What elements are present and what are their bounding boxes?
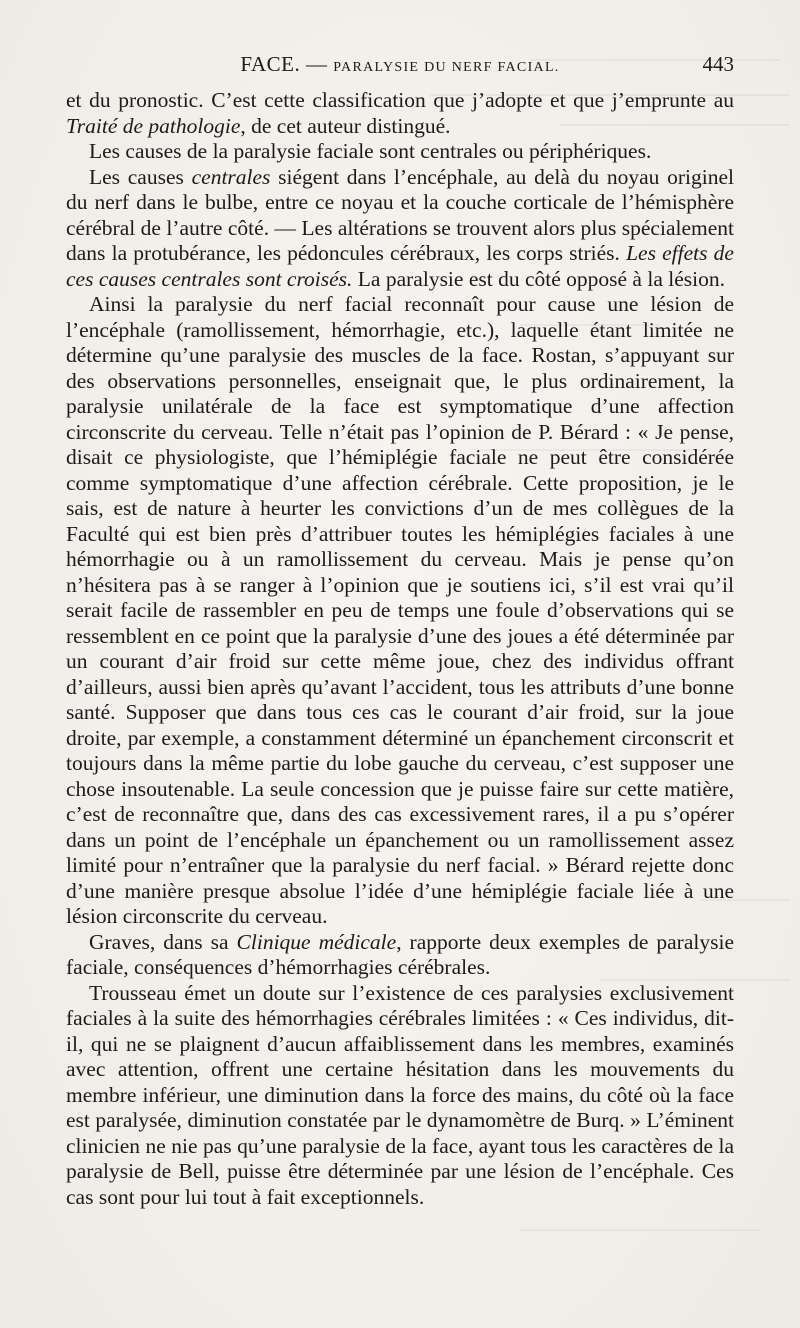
text-segment: Trousseau émet un doute sur l’existence de ces paralysies exclusivement faciales à la suite des hémorrhagies cérébrales limitées : « Ces individus, dit-il, qui ne se plaignent d’aucun affaiblissement dans les membres, examinés avec attention, offrent une certaine hésitation dans les mouvements du membre inférieur, une diminution dans la force des mains, du côté où la face est paralysée, diminution constatée par le dynamomètre de Burq. » L’éminent clinicien ne nie pas qu’une paralysie de la face, ayant tous les caractères de la paralysie de Bell, puisse être déterminée par une lésion de l’encéphale. Ces cas sont pour lui tout à fait exceptionnels. xyxy=(66,980,734,1209)
paragraph xyxy=(66,930,734,981)
body-text xyxy=(66,88,734,1210)
text-segment: La paralysie est du côté opposé à la lésion. xyxy=(352,266,725,291)
header-title-sub: PARALYSIE DU NERF FACIAL. xyxy=(333,60,560,75)
paragraph xyxy=(66,981,734,1211)
text-segment: , de cet auteur distingué. xyxy=(240,113,451,138)
italic-text: Clinique médicale xyxy=(236,929,397,954)
text-segment: et du pronostic. C’est cette classification que j’adopte et que j’emprunte au xyxy=(66,88,734,112)
text-segment: Les causes xyxy=(89,164,192,189)
text-segment: , rapporte deux exemples de paralysie faciale, conséquences d’hémorrhagies cérébrales. xyxy=(66,929,734,979)
paragraph xyxy=(66,292,734,930)
text-segment: Ainsi la paralysie du nerf facial reconnaît pour cause une lésion de l’encéphale (ramollissement, hémorrhagie, etc.), laquelle étant limitée ne détermine qu’une paralysie des muscles de la face. Rostan, s’appuyant sur des observations personnelles, enseignait que, le plus ordinairement, la paralysie unilatérale de la face est symptomatique d’une affection circonscrite du cerveau. Telle n’était pas l’opinion de P. Bérard : « Je pense, disait ce physiologiste, que l’hémiplégie faciale ne peut être considérée comme symptomatique d’une affection cérébrale. Cette proposition, je le sais, est de nature à heurter les convictions d’un de mes collègues de la Faculté qui est bien près d’attribuer toutes les hémiplégies faciales à une hémorrhagie ou à un ramollissement du cerveau. Mais je pense qu’on n’hésitera pas à se ranger à l’opinion que je soutiens ici, s’il est vrai qu’il serait facile de rassembler en peu de temps une foule d’observations qui se ressemblent en ce point que la paralysie d’une des joues a été déterminée par un courant d’air froid sur cette même joue, chez des individus offrant d’ailleurs, aussi bien après qu’avant l’accident, tous les attributs d’une bonne santé. Supposer que dans tous ces cas le courant d’air froid, sur la joue droite, par exemple, a constamment déterminé un épanchement circonscrit et toujours dans la même partie du lobe gauche du cerveau, c’est supposer une chose insoutenable. La seule concession que je puisse faire sur cette matière, c’est de reconnaître que, dans des cas excessivement rares, il a pu s’opérer dans un point de l’encéphale un épanchement ou un ramollissement assez limité pour n’entraîner que la paralysie du nerf facial. » Bérard rejette donc d’une manière presque absolue l’idée d’une hémiplégie faciale liée à une lésion circonscrite du cerveau. xyxy=(66,292,734,928)
text-segment: Graves, dans sa xyxy=(89,929,237,954)
text-segment: siégent dans l’encéphale, au delà du noyau originel du nerf dans le bulbe, entre ce noyau et la couche corticale de l’hémisphère cérébral de l’autre côté. — Les altérations se trouvent alors plus spécialement dans la protubérance, les pédoncules cérébraux, les corps striés. xyxy=(66,164,734,265)
italic-text: Les effets de ces causes centrales sont croisés. xyxy=(66,241,734,291)
italic-text: Traité de pathologie xyxy=(66,113,241,138)
paragraph xyxy=(66,88,734,139)
paragraph xyxy=(66,139,734,165)
header-title-main: FACE. xyxy=(240,52,301,76)
running-header xyxy=(66,50,734,82)
header-title-dash: — xyxy=(306,52,328,76)
page-number: 443 xyxy=(702,52,734,76)
text-segment: Les causes de la paralysie faciale sont centrales ou périphériques. xyxy=(89,139,652,163)
paragraph xyxy=(66,165,734,293)
running-title xyxy=(66,52,734,77)
italic-text: centrales xyxy=(191,164,271,189)
